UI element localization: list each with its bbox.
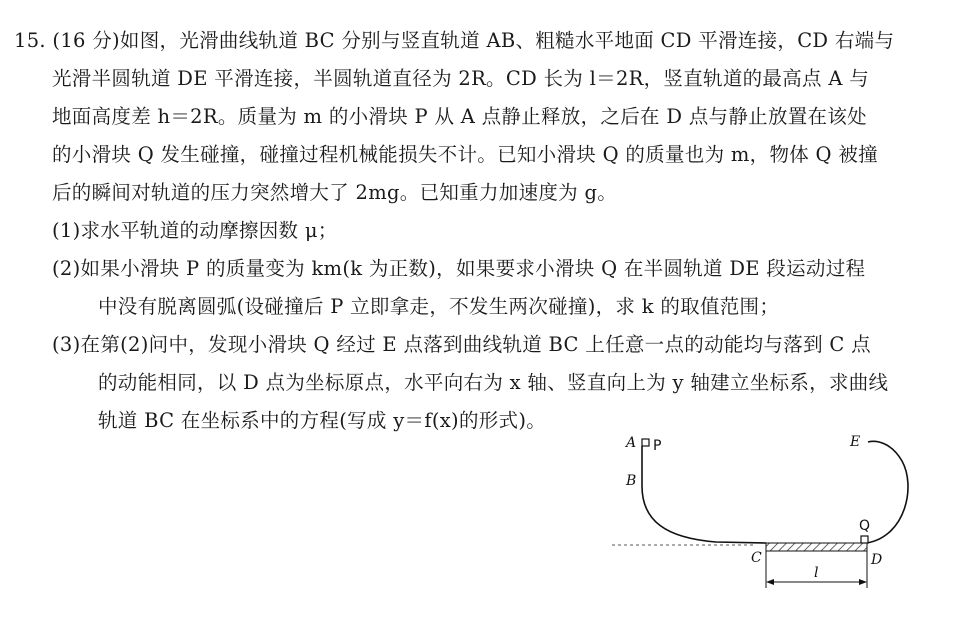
label-P: P (653, 438, 662, 454)
label-B: B (626, 473, 637, 489)
track-diagram-svg (606, 426, 916, 618)
label-l: l (814, 565, 819, 581)
question-3-line-1: (3)在第(2)问中，发现小滑块 Q 经过 E 点落到曲线轨道 BC 上任意一点的动能均与落到 C 点 (52, 333, 871, 356)
label-D: D (871, 552, 883, 568)
question-2-line-1: (2)如果小滑块 P 的质量变为 km(k 为正数)，如果要求小滑块 Q 在半圆轨道 DE 段运动过程 (52, 257, 866, 280)
label-E: E (850, 434, 861, 450)
question-3-line-3: 轨道 BC 在坐标系中的方程(写成 y＝f(x)的形式)。 (98, 409, 547, 432)
label-C: C (751, 550, 762, 566)
question-3-line-2: 的动能相同，以 D 点为坐标原点，水平向右为 x 轴、竖直向上为 y 轴建立坐标系，求曲线 (98, 371, 889, 394)
label-A: A (626, 435, 637, 451)
problem-line-4: 的小滑块 Q 发生碰撞，碰撞过程机械能损失不计。已知小滑块 Q 的质量也为 m，物体 Q 被撞 (52, 143, 878, 166)
label-Q: Q (859, 518, 871, 534)
curve-ABC (642, 446, 766, 543)
rough-floor-CD (766, 543, 867, 551)
question-2-line-2: 中没有脱离圆弧(设碰撞后 P 立即拿走，不发生两次碰撞)，求 k 的取值范围； (98, 295, 780, 318)
track-diagram (606, 426, 916, 618)
question-1: (1)求水平轨道的动摩擦因数 μ； (52, 219, 338, 242)
problem-line-1: 15. (16 分)如图，光滑曲线轨道 BC 分别与竖直轨道 AB、粗糙水平地面 CD 平滑连接，CD 右端与 (14, 29, 895, 52)
block-Q (861, 536, 868, 543)
problem-line-5: 后的瞬间对轨道的压力突然增大了 2mg。已知重力加速度为 g。 (52, 181, 618, 204)
block-P (642, 439, 649, 446)
semicircle-DE (867, 441, 908, 543)
dimension-arrowhead-right (859, 579, 867, 585)
problem-line-2: 光滑半圆轨道 DE 平滑连接，半圆轨道直径为 2R。CD 长为 l＝2R，竖直轨道的最高点 A 与 (52, 67, 870, 90)
dimension-arrowhead-left (766, 579, 774, 585)
problem-line-3: 地面高度差 h＝2R。质量为 m 的小滑块 P 从 A 点静止释放，之后在 D 点与静止放置在该处 (52, 105, 867, 128)
